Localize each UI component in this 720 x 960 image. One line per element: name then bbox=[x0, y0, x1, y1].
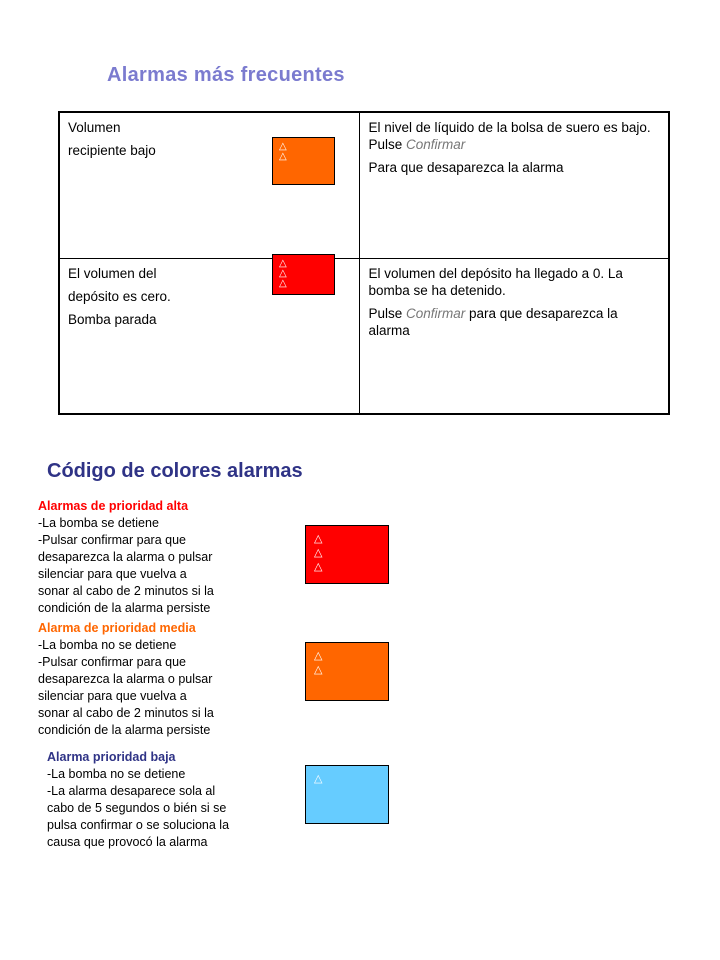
condition-cell bbox=[59, 112, 360, 258]
priority-line: -La bomba no se detiene bbox=[47, 767, 186, 781]
priority-high-color-box bbox=[305, 525, 389, 584]
priority-line: causa que provocó la alarma bbox=[47, 835, 208, 849]
condition-line: Volumen bbox=[68, 120, 121, 135]
triangle-icon: △ bbox=[314, 561, 323, 573]
triangle-icon: △ bbox=[314, 533, 323, 545]
priority-line: cabo de 5 segundos o bién si se bbox=[47, 801, 227, 815]
condition-line: recipiente bajo bbox=[68, 143, 156, 158]
priority-line: desaparezca la alarma o pulsar bbox=[38, 672, 213, 686]
table-row bbox=[59, 258, 669, 414]
priority-medium-block bbox=[38, 620, 288, 739]
description-pre: El volumen del depósito ha llegado a 0. La bomba se ha detenido. bbox=[368, 265, 623, 298]
description-text bbox=[368, 119, 660, 153]
description-text bbox=[368, 305, 660, 339]
priority-title: Alarmas de prioridad alta bbox=[38, 499, 189, 513]
priority-line: sonar al cabo de 2 minutos si la bbox=[38, 584, 214, 598]
priority-line: condición de la alarma persiste bbox=[38, 723, 211, 737]
triangle-icon: △ bbox=[279, 141, 287, 152]
priority-line: condición de la alarma persiste bbox=[38, 601, 211, 615]
priority-high-block bbox=[38, 498, 288, 617]
condition-line: El volumen del bbox=[68, 265, 157, 281]
priority-line: -La bomba se detiene bbox=[38, 516, 159, 530]
condition-line: Bomba parada bbox=[68, 311, 157, 327]
alarm-icon-high bbox=[272, 254, 335, 295]
priority-medium-color-box bbox=[305, 642, 389, 701]
priority-line: silenciar para que vuelva a bbox=[38, 567, 187, 581]
description-cell bbox=[360, 258, 669, 414]
triangle-icon: △ bbox=[279, 267, 287, 279]
triangle-icon: △ bbox=[279, 257, 287, 269]
description-post: para que desaparezca la alarma bbox=[368, 305, 618, 338]
priority-line: -Pulsar confirmar para que bbox=[38, 533, 186, 547]
frequent-alarms-table bbox=[58, 111, 670, 415]
priority-title: Alarma prioridad baja bbox=[47, 750, 176, 764]
condition-cell bbox=[59, 258, 360, 414]
triangle-icon: △ bbox=[314, 547, 323, 559]
description-post: Para que desaparezca la alarma bbox=[368, 160, 564, 175]
heading-color-code: Código de colores alarmas bbox=[47, 460, 303, 482]
priority-line: desaparezca la alarma o pulsar bbox=[38, 550, 213, 564]
triangle-icon: △ bbox=[314, 773, 323, 785]
priority-title: Alarma de prioridad media bbox=[38, 621, 196, 635]
priority-line: -La bomba no se detiene bbox=[38, 638, 177, 652]
heading-frequent-alarms: Alarmas más frecuentes bbox=[107, 64, 345, 86]
priority-low-color-box bbox=[305, 765, 389, 824]
priority-line: -Pulsar confirmar para que bbox=[38, 655, 186, 669]
priority-line: sonar al cabo de 2 minutos si la bbox=[38, 706, 214, 720]
triangle-icon: △ bbox=[279, 151, 287, 162]
description-pre: El nivel de líquido de la bolsa de suero es bajo. Pulse bbox=[368, 120, 651, 152]
priority-line: pulsa confirmar o se soluciona la bbox=[47, 818, 230, 832]
alarm-icon-medium bbox=[272, 137, 335, 185]
triangle-icon: △ bbox=[314, 650, 323, 662]
priority-line: silenciar para que vuelva a bbox=[38, 689, 187, 703]
triangle-icon: △ bbox=[279, 277, 287, 289]
priority-low-block bbox=[47, 749, 297, 851]
confirm-emphasis: Confirmar bbox=[405, 137, 466, 152]
description-cell bbox=[360, 112, 669, 258]
description-pre2: Pulse bbox=[368, 305, 406, 321]
priority-line: -La alarma desaparece sola al bbox=[47, 784, 216, 798]
table-row bbox=[59, 112, 669, 258]
triangle-icon: △ bbox=[314, 664, 323, 676]
condition-line: depósito es cero. bbox=[68, 288, 171, 304]
confirm-emphasis: Confirmar bbox=[405, 305, 466, 321]
